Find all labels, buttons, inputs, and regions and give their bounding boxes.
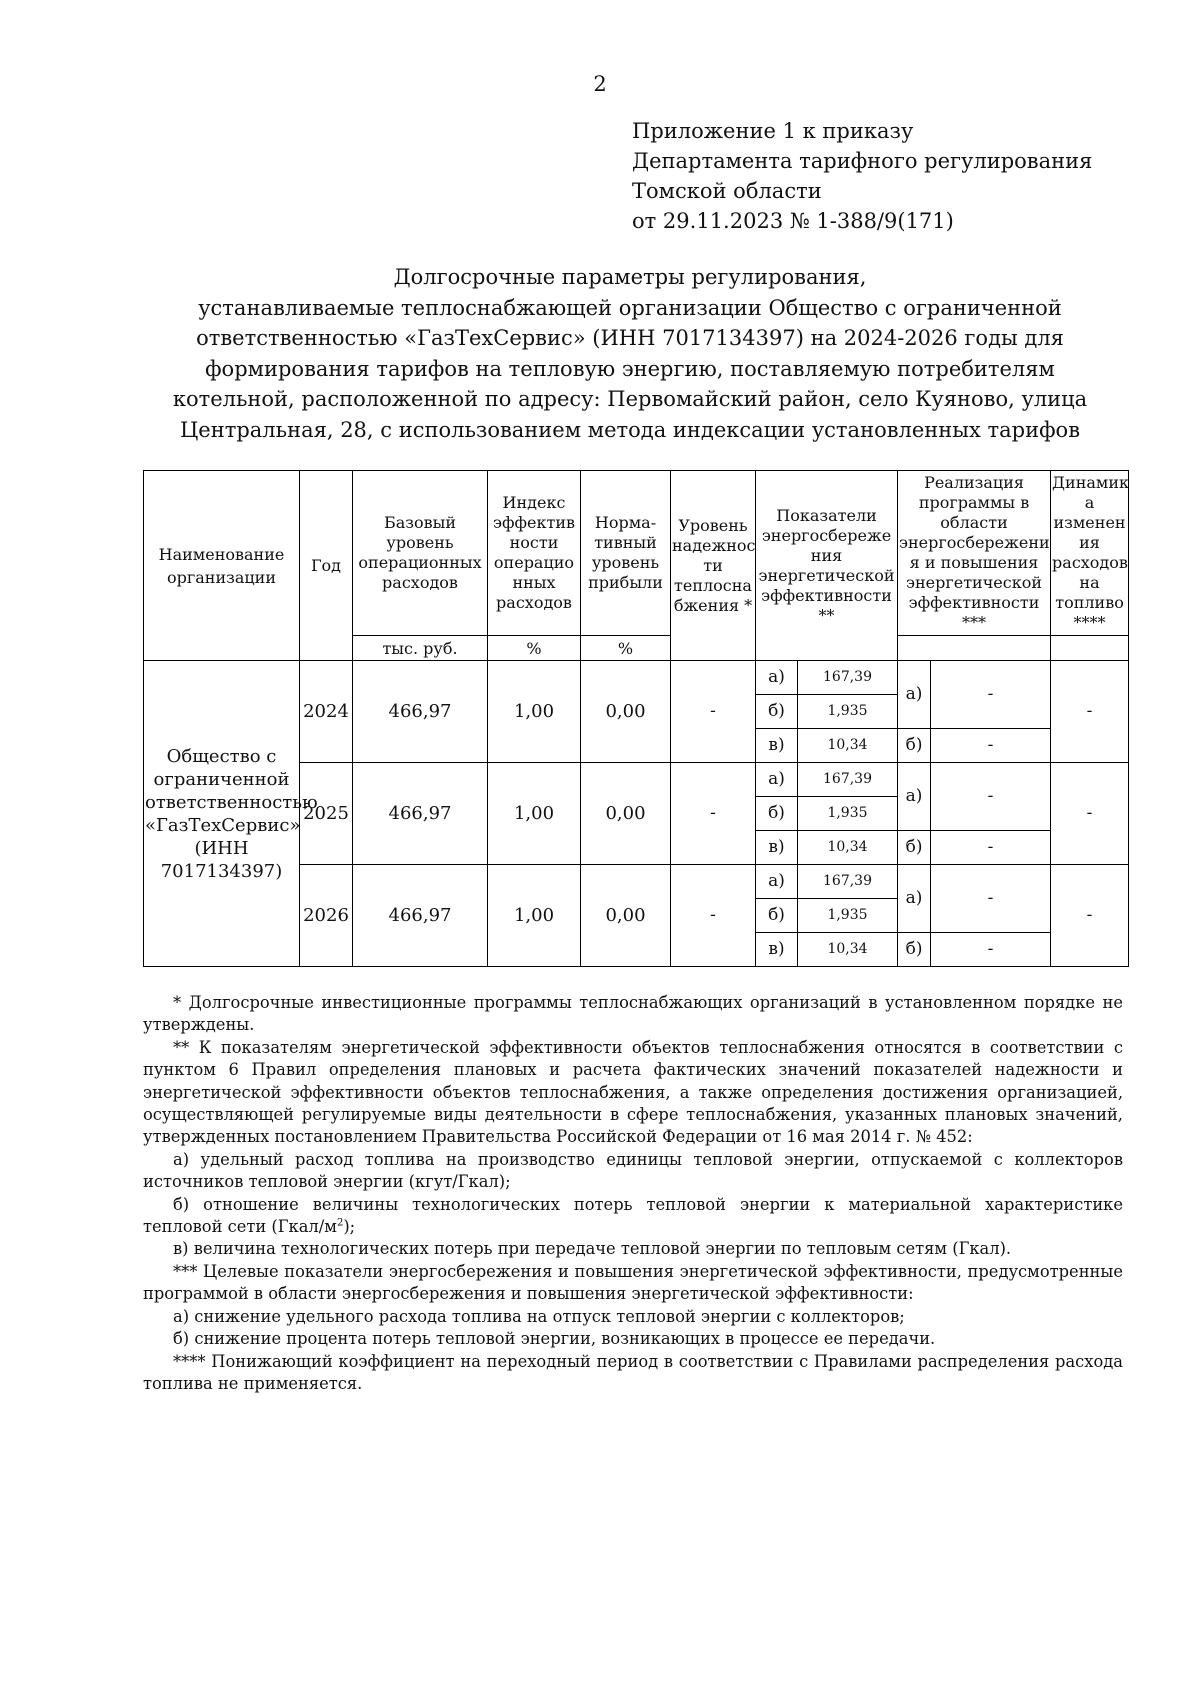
program-value: - <box>931 763 1051 831</box>
footnote-item: а) снижение удельного расхода топлива на отпуск тепловой энергии с коллекторов; <box>173 1306 905 1326</box>
footnote-item: б) снижение процента потерь тепловой энергии, возникающих в процессе ее передачи. <box>173 1329 936 1349</box>
indicator-label: б) <box>756 797 798 831</box>
indicator-value: 167,39 <box>798 865 898 899</box>
program-label: б) <box>898 831 931 865</box>
header-energy-program-spacer <box>898 636 1051 661</box>
row-fuel-dynamics: - <box>1051 661 1129 763</box>
indicator-label: б) <box>756 899 798 933</box>
footnote-reliability: * Долгосрочные инвестиционные программы теплоснабжающих организаций в установленном порядке не утверждены. <box>143 993 1123 1035</box>
row-year: 2026 <box>300 865 353 967</box>
row-fuel-dynamics: - <box>1051 763 1129 865</box>
indicator-value: 10,34 <box>798 933 898 967</box>
header-efficiency-index: Индекс эффектив ности операцио нных расходов <box>488 471 581 636</box>
title-line: Долгосрочные параметры регулирования, <box>393 265 867 289</box>
indicator-label: а) <box>756 763 798 797</box>
indicator-value: 1,935 <box>798 797 898 831</box>
indicator-label: б) <box>756 695 798 729</box>
title-line: формирования тарифов на тепловую энергию, поставляемую потребителям <box>205 356 1055 381</box>
row-efficiency-index: 1,00 <box>488 763 581 865</box>
indicator-value: 1,935 <box>798 695 898 729</box>
footnote-fuel: **** Понижающий коэффициент на переходный период в соответствии с Правилами распределения расхода топлива не применяется. <box>143 1351 1123 1393</box>
row-profit-level: 0,00 <box>581 865 671 967</box>
program-value: - <box>931 661 1051 729</box>
header-organization: Наименование организации <box>144 471 300 661</box>
row-efficiency-index: 1,00 <box>488 661 581 763</box>
program-label: а) <box>898 661 931 729</box>
row-efficiency-index: 1,00 <box>488 865 581 967</box>
program-label: б) <box>898 729 931 763</box>
title-line: ответственностью «ГазТехСервис» (ИНН 7017134397) на 2024-2026 годы для <box>196 326 1064 350</box>
indicator-label: в) <box>756 729 798 763</box>
title-line: устанавливаемые теплоснабжающей организации Общество с ограниченной <box>198 295 1062 320</box>
footnote-text: ); <box>343 1217 356 1237</box>
header-year: Год <box>300 471 353 661</box>
regulation-parameters-table <box>143 470 1129 967</box>
row-year: 2024 <box>300 661 353 763</box>
footnote-energy-indicators: ** К показателям энергетической эффективности объектов теплоснабжения относятся в соответствии с пунктом 6 Правил определения плановых и расчета фактических значений показателей надежности и энергетической эффективности объектов теплоснабжения, а также определения достижения организацией, осуществляющей регулируемые виды деятельности в сфере теплоснабжения, указанных плановых значений, утвержденных постановлением Правительства Российской Федерации от 16 мая 2014 г. № 452: <box>143 1037 1123 1147</box>
program-value: - <box>931 729 1051 763</box>
indicator-value: 167,39 <box>798 661 898 695</box>
appendix-line: Приложение 1 к приказу <box>632 119 914 143</box>
program-label: а) <box>898 763 931 831</box>
row-year: 2025 <box>300 763 353 865</box>
appendix-line: Томской области <box>632 179 822 203</box>
document-title <box>150 262 1110 445</box>
unit-efficiency-index: % <box>488 636 581 661</box>
organization-name: Общество с ограниченной ответственностью «ГазТехСервис» (ИНН 7017134397) <box>144 661 300 967</box>
row-base-costs: 466,97 <box>353 763 488 865</box>
appendix-reference <box>632 116 1092 236</box>
footnotes <box>143 992 1123 1395</box>
header-base-costs: Базовый уровень операционных расходов <box>353 471 488 636</box>
row-reliability: - <box>671 865 756 967</box>
program-value: - <box>931 831 1051 865</box>
program-label: б) <box>898 933 931 967</box>
indicator-value: 167,39 <box>798 763 898 797</box>
unit-base-costs: тыс. руб. <box>353 636 488 661</box>
superscript: 2 <box>336 1217 344 1229</box>
program-value: - <box>931 933 1051 967</box>
appendix-line: Департамента тарифного регулирования <box>632 149 1093 173</box>
program-value: - <box>931 865 1051 933</box>
header-energy-program: Реализация программы в области энергосбережени я и повышения энергетической эффективности *** <box>898 471 1051 636</box>
header-profit-level: Норма-тивный уровень прибыли <box>581 471 671 636</box>
indicator-value: 10,34 <box>798 729 898 763</box>
header-energy-indicators: Показатели энергосбереже ния энергетической эффективности ** <box>756 471 898 661</box>
indicator-value: 10,34 <box>798 831 898 865</box>
page-number: 2 <box>593 72 607 96</box>
footnote-item: в) величина технологических потерь при передаче тепловой энергии по тепловым сетям (Гкал). <box>173 1239 1012 1259</box>
indicator-label: а) <box>756 865 798 899</box>
row-base-costs: 466,97 <box>353 661 488 763</box>
indicator-label: в) <box>756 933 798 967</box>
row-base-costs: 466,97 <box>353 865 488 967</box>
indicator-value: 1,935 <box>798 899 898 933</box>
footnote-text: б) отношение величины технологических потерь тепловой энергии к материальной характеристике тепловой сети (Гкал/м <box>143 1194 1123 1237</box>
footnote-energy-program: *** Целевые показатели энергосбережения и повышения энергетической эффективности, предусмотренные программой в области энергосбережения и повышения энергетической эффективности: <box>143 1261 1123 1304</box>
footnote-item <box>143 1194 1123 1239</box>
program-label: а) <box>898 865 931 933</box>
header-fuel-dynamics: Динамик а изменен ия расходов на топливо **** <box>1051 471 1129 636</box>
row-fuel-dynamics: - <box>1051 865 1129 967</box>
row-reliability: - <box>671 661 756 763</box>
appendix-line: от 29.11.2023 № 1-388/9(171) <box>632 209 954 233</box>
title-line: котельной, расположенной по адресу: Первомайский район, село Куяново, улица <box>172 387 1088 411</box>
indicator-label: в) <box>756 831 798 865</box>
title-line: Центральная, 28, с использованием метода индексации установленных тарифов <box>179 417 1081 442</box>
row-profit-level: 0,00 <box>581 661 671 763</box>
header-fuel-spacer <box>1051 636 1129 661</box>
unit-profit-level: % <box>581 636 671 661</box>
indicator-label: а) <box>756 661 798 695</box>
header-reliability: Уровень надежнос ти теплосна бжения * <box>671 471 756 661</box>
footnote-item: а) удельный расход топлива на производство единицы тепловой энергии, отпускаемой с коллекторов источников тепловой энергии (кгут/Гкал); <box>143 1149 1123 1192</box>
row-profit-level: 0,00 <box>581 763 671 865</box>
row-reliability: - <box>671 763 756 865</box>
